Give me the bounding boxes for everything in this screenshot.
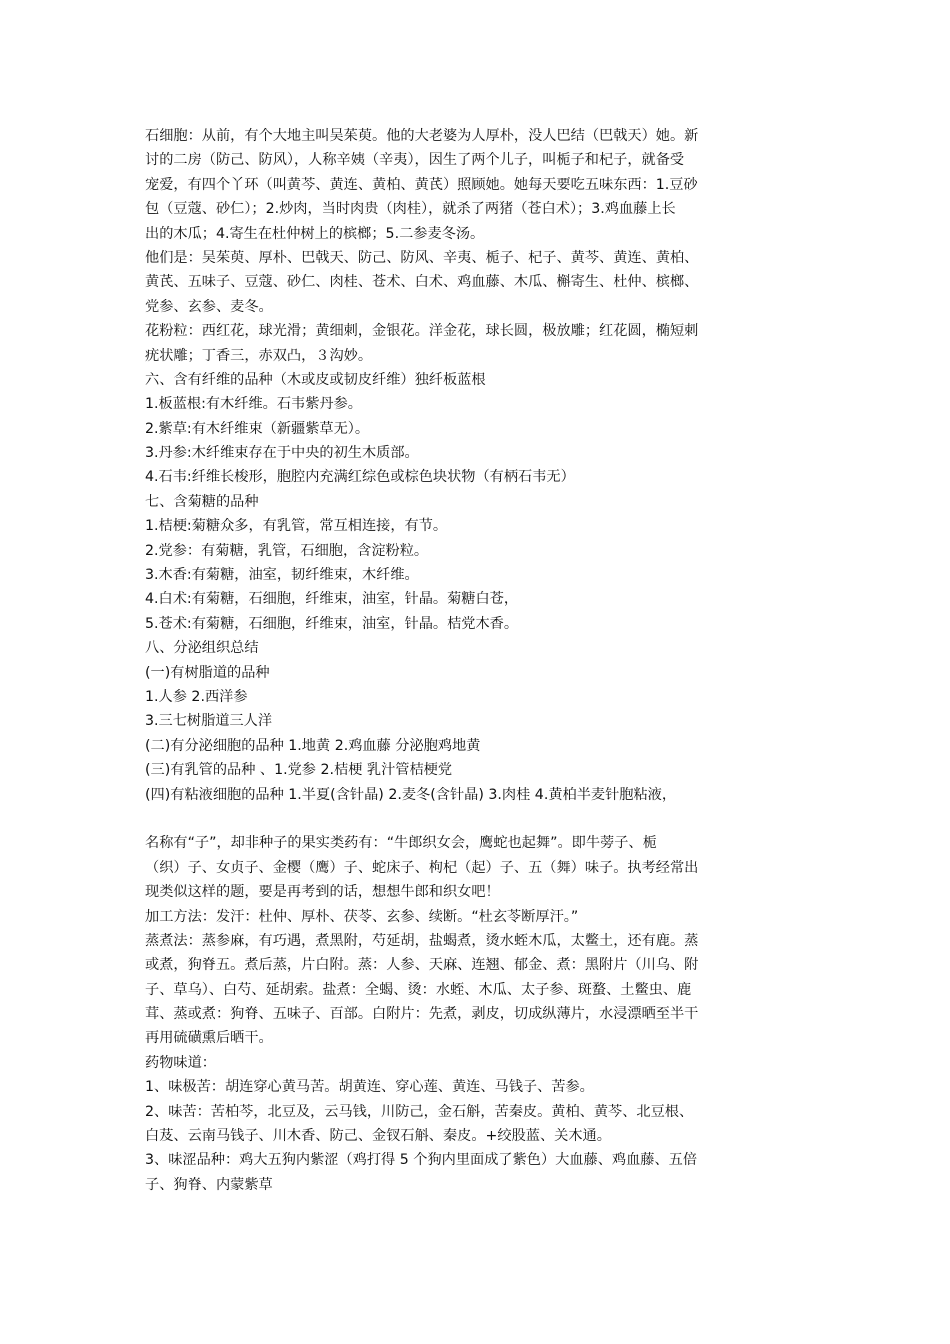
- text-line: 3、味涩品种：鸡大五狗内紫涩（鸡打得 5 个狗内里面成了紫色）大血藤、鸡血藤、五倍: [145, 1152, 698, 1169]
- text-line: 子、狗脊、内蒙紫草: [145, 1176, 273, 1193]
- text-line: 1、味极苦：胡连穿心黄马苦。胡黄连、穿心莲、黄连、马钱子、苦参。: [145, 1079, 594, 1096]
- text-line: 2、味苦：苦柏芩，北豆及，云马钱，川防己，金石斛，苦秦皮。黄柏、黄芩、北豆根、: [145, 1103, 694, 1120]
- section-heading: 六、含有纤维的品种（木或皮或韧皮纤维）独纤板蓝根: [145, 371, 486, 388]
- text-line: 1.人参 2.西洋参: [145, 688, 248, 705]
- text-line: (四)有粘液细胞的品种 1.半夏(含针晶) 2.麦冬(含针晶) 3.肉桂 4.黄柏半麦针胞粘液，: [145, 786, 677, 803]
- text-line: （织）子、女贞子、金樱（鹰）子、蛇床子、枸杞（起）子、五（舞）味子。执考经常出: [145, 859, 699, 876]
- section-heading: 药物味道：: [145, 1054, 216, 1071]
- text-line: 花粉粒：西红花，球光滑；黄细刺，金银花。洋金花，球长圆，极放雕；红花圆，椭短刺: [145, 323, 699, 340]
- subsection-heading: (一)有树脂道的品种: [145, 664, 270, 681]
- text-line: 1.桔梗:菊糖众多，有乳管，常互相连接，有节。: [145, 518, 448, 535]
- text-line: 党参、玄参、麦冬。: [145, 298, 273, 315]
- section-heading: 七、含菊糖的品种: [145, 493, 259, 510]
- text-line: 石细胞：从前，有个大地主叫吴茱萸。他的大老婆为人厚朴，没人巴结（巴戟天）她。新: [145, 128, 699, 144]
- text-line: 出的木瓜；4.寄生在杜仲树上的槟榔；5.二参麦冬汤。: [145, 225, 485, 242]
- section-heading: 八、分泌组织总结: [145, 640, 259, 657]
- text-line: 蒸煮法：蒸参麻，有巧遇，煮黑附，芍延胡，盐蝎煮，烫水蛭木瓜，太鳖土，还有鹿。蒸: [145, 932, 699, 949]
- text-line: 子、草乌）、白芍、延胡索。盐煮：全蝎、烫：水蛭、木瓜、太子参、斑蝥、土鳖虫、鹿: [145, 981, 692, 998]
- text-line: 1.板蓝根:有木纤维。石韦紫丹参。: [145, 396, 362, 413]
- text-line: 3.三七树脂道三人洋: [145, 713, 273, 730]
- text-line: 名称有“子”，却非种子的果实类药有：“牛郎织女会，鹰蛇也起舞”。即牛蒡子、栀: [145, 835, 657, 852]
- text-line: 4.石韦:纤维长梭形，胞腔内充满红综色或棕色块状物（有柄石韦无）: [145, 469, 575, 486]
- text-line: 茸、蒸或煮：狗脊、五味子、百部。白附片：先煮，剥皮，切成纵薄片，水浸漂晒至半干: [145, 1006, 699, 1023]
- text-line: 4.白术:有菊糖，石细胞，纤维束，油室，针晶。菊糖白苍，: [145, 591, 519, 608]
- text-line: 或煮，狗脊五。煮后蒸，片白附。蒸：人参、天麻、连翘、郁金、煮：黑附片（川乌、附: [145, 957, 699, 974]
- text-line: 3.木香:有菊糖，油室，韧纤维束，木纤维。: [145, 567, 419, 584]
- text-line: 2.党参：有菊糖，乳管，石细胞，含淀粉粒。: [145, 542, 429, 559]
- text-line: 包（豆蔻、砂仁）；2.炒肉，当时肉贵（肉桂），就杀了两猪（苍白术）；3.鸡血藤上长: [145, 201, 676, 218]
- document-page: [145, 124, 817, 1197]
- text-line: (二)有分泌细胞的品种 1.地黄 2.鸡血藤 分泌胞鸡地黄: [145, 737, 481, 754]
- text-line: 他们是：吴茱萸、厚朴、巴戟天、防己、防风、辛夷、栀子、杞子、黄芩、黄连、黄柏、: [145, 249, 699, 266]
- text-line: 再用硫磺熏后晒干。: [145, 1030, 273, 1047]
- text-line: 疣状雕；丁香三，赤双凸，３沟妙。: [145, 347, 373, 364]
- text-line: (三)有乳管的品种 、1.党参 2.桔梗 乳汁管桔梗党: [145, 762, 453, 779]
- text-line: 现类似这样的题，要是再考到的话，想想牛郎和织女吧！: [145, 884, 500, 901]
- text-line: 白芨、云南马钱子、川木香、防己、金钗石斛、秦皮。+绞股蓝、关木通。: [145, 1128, 611, 1145]
- paragraph-gap: [145, 807, 817, 831]
- text-line: 宠爱，有四个丫环（叫黄芩、黄连、黄柏、黄芪）照顾她。她每天要吃五味东西：1.豆砂: [145, 176, 698, 193]
- text-line: 讨的二房（防己、防风），人称辛姨（辛夷），因生了两个儿子，叫栀子和杞子，就备受: [145, 152, 685, 169]
- text-line: 3.丹参:木纤维束存在于中央的初生木质部。: [145, 445, 419, 462]
- text-line: 5.苍术:有菊糖，石细胞，纤维束，油室，针晶。桔党木香。: [145, 615, 519, 632]
- text-line: 2.紫草:有木纤维束（新疆紫草无）。: [145, 420, 370, 437]
- text-line: 黄芪、五味子、豆蔻、砂仁、肉桂、苍术、白术、鸡血藤、木瓜、槲寄生、杜仲、槟榔、: [145, 274, 699, 291]
- text-line: 加工方法：发汗：杜仲、厚朴、茯苓、玄参、续断。“杜玄苓断厚汗。”: [145, 908, 579, 925]
